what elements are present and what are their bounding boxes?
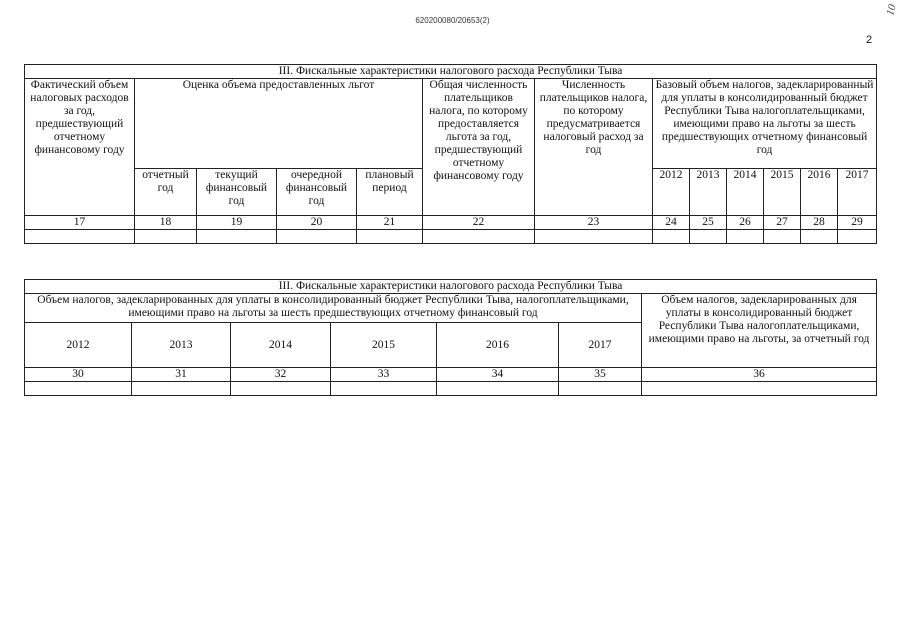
column-number: 18 [135,216,197,230]
table-cell[interactable] [132,382,231,396]
header-year: 2017 [559,323,642,368]
document-id: 620200080/20653(2) [415,16,490,25]
table-cell[interactable] [559,382,642,396]
table-cell[interactable] [331,382,437,396]
column-number: 20 [277,216,357,230]
column-number: 36 [642,368,877,382]
column-number: 30 [25,368,132,382]
header-reporting-year: отчетный год [135,168,197,215]
header-year: 2016 [801,168,838,215]
header-actual-expenses: Фактический объем налоговых расходов за год, предшествующий отчетному финансовому году [25,79,135,216]
header-next-year: очередной финансовый год [277,168,357,215]
header-estimate-group: Оценка объема предоставленных льгот [135,79,423,169]
handwritten-page-mark: 10 [884,3,899,17]
table-cell[interactable] [535,230,653,244]
header-year: 2012 [653,168,690,215]
column-number: 19 [197,216,277,230]
column-number: 29 [838,216,877,230]
header-year: 2015 [331,323,437,368]
column-number: 31 [132,368,231,382]
header-planning-period: плановый период [357,168,423,215]
column-number: 23 [535,216,653,230]
header-year: 2014 [727,168,764,215]
fiscal-table-2 [24,279,877,396]
column-number: 35 [559,368,642,382]
header-year: 2014 [231,323,331,368]
header-year: 2012 [25,323,132,368]
column-number: 22 [423,216,535,230]
table-cell[interactable] [25,382,132,396]
header-payers-count: Численность плательщиков налога, по которому предусматривается налоговый расход за год [535,79,653,216]
table-cell[interactable] [25,230,135,244]
table-cell[interactable] [801,230,838,244]
table-cell[interactable] [135,230,197,244]
table-cell[interactable] [357,230,423,244]
header-year: 2017 [838,168,877,215]
table-title: III. Фискальные характеристики налогового расхода Республики Тыва [25,280,877,294]
header-year: 2013 [690,168,727,215]
column-number: 34 [437,368,559,382]
column-number: 28 [801,216,838,230]
page-number: 2 [866,34,873,46]
table-row [25,382,877,396]
table-cell[interactable] [423,230,535,244]
table-cell[interactable] [197,230,277,244]
table-cell[interactable] [727,230,764,244]
header-base-volume-group: Базовый объем налогов, задекларированный для уплаты в консолидированный бюджет Республики Тыва налогоплательщиками, имеющими право на льготы за шесть предшествующих отчетному финансовый год [653,79,877,169]
fiscal-table-1 [24,64,877,244]
table-cell[interactable] [642,382,877,396]
table-cell[interactable] [231,382,331,396]
column-number: 17 [25,216,135,230]
column-number: 21 [357,216,423,230]
header-year: 2016 [437,323,559,368]
column-number: 32 [231,368,331,382]
header-total-payers: Общая численность плательщиков налога, по которому предоставляется льгота за год, предшествующий отчетному финансовому году [423,79,535,216]
table-title: III. Фискальные характеристики налогового расхода Республики Тыва [25,65,877,79]
table-cell[interactable] [437,382,559,396]
table-row [25,230,877,244]
table-cell[interactable] [653,230,690,244]
table-cell[interactable] [277,230,357,244]
header-year: 2013 [132,323,231,368]
column-number: 24 [653,216,690,230]
header-six-years-group: Объем налогов, задекларированных для уплаты в консолидированный бюджет Республики Тыва, налогоплательщиками, имеющими право на льготы за шесть предшествующих отчетному финансовый год [25,294,642,323]
column-number: 25 [690,216,727,230]
column-number: 27 [764,216,801,230]
header-reporting-year-volume: Объем налогов, задекларированных для уплаты в консолидированный бюджет Республики Тыва налогоплательщиками, имеющими право на льготы, за отчетный год [642,294,877,368]
table-cell[interactable] [838,230,877,244]
header-current-year: текущий финансовый год [197,168,277,215]
table-cell[interactable] [764,230,801,244]
column-number: 26 [727,216,764,230]
column-number: 33 [331,368,437,382]
table-cell[interactable] [690,230,727,244]
header-year: 2015 [764,168,801,215]
